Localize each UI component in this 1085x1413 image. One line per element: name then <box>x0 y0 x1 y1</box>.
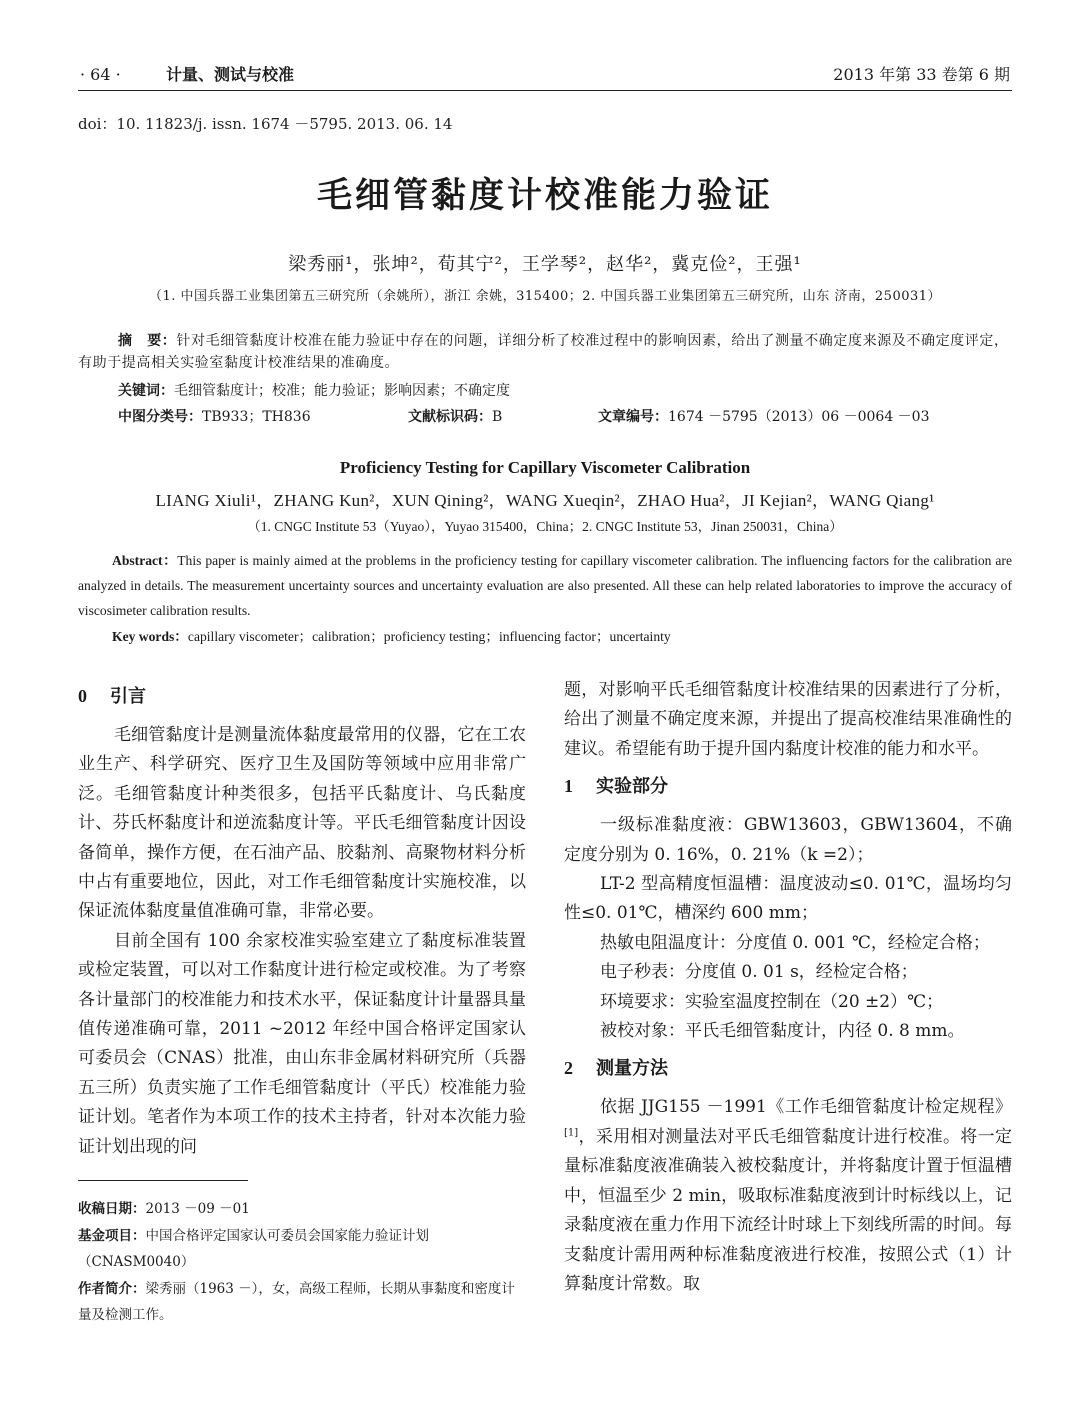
clc-number <box>118 406 311 426</box>
abstract-en-text: This paper is mainly aimed at the problems in the proficiency testing for capillary viscometer calibration. The influencing factors for the calibration are analyzed in details. The measurement uncertainty sources and uncertainty evaluation are also presented. All these can help related laboratories to improve the accuracy of viscosimeter calibration results. <box>78 553 1012 618</box>
abstract-cn-label: 摘 要： <box>118 333 177 349</box>
paragraph <box>564 1093 1012 1299</box>
article-number-label: 文章编号： <box>598 409 668 425</box>
section-number: 2 <box>564 1058 573 1079</box>
reference-citation[interactable]: [1] <box>564 1127 579 1139</box>
section-title: 引言 <box>110 686 146 707</box>
keywords-cn-text: 毛细管黏度计；校准；能力验证；影响因素；不确定度 <box>174 383 510 399</box>
doc-code-value: B <box>492 409 503 425</box>
clc-label: 中图分类号： <box>118 409 202 425</box>
body-column-left <box>78 676 526 1162</box>
paragraph: 目前全国有 100 余家校准实验室建立了黏度标准装置或检定装置，可以对工作黏度计进行检定或校准。为了考察各计量部门的校准能力和技术水平，保证黏度计计量器具量值传递准确可靠，2011 ~2012 年经中国合格评定国家认可委员会（CNAS）批准，由山东非金属材料研究所（兵器五三所）负责实施了工作毛细管黏度计（平氏）校准能力验证计划。笔者作为本项工作的技术主持者，针对本次能力验证计划出现的问 <box>78 930 526 1157</box>
affiliation-en: （1. CNGC Institute 53（Yuyao），Yuyao 315400，China；2. CNGC Institute 53，Jinan 250031，China） <box>247 519 843 534</box>
affiliation-cn: （1. 中国兵器工业集团第五三研究所（余姚所），浙江 余姚，315400；2. 中国兵器工业集团第五三研究所，山东 济南，250031） <box>148 289 942 304</box>
equipment-item: 环境要求：实验室温度控制在（20 ±2）℃； <box>600 991 944 1012</box>
section-number: 0 <box>78 686 87 706</box>
document-code <box>408 406 502 426</box>
section-heading-0 <box>78 682 526 711</box>
section-heading-1 <box>564 772 1012 801</box>
page-number: · 64 · <box>80 65 121 84</box>
section-heading-2 <box>564 1054 1012 1083</box>
bio-value: 梁秀丽（1963 －），女，高级工程师，长期从事黏度和密度计量及检测工作。 <box>78 1280 515 1323</box>
section-number: 1 <box>564 776 573 797</box>
paragraph: 题，对影响平氏毛细管黏度计校准结果的因素进行了分析，给出了测量不确定度来源，并提出了提高校准结果准确性的建议。希望能有助于提升国内黏度计校准的能力和水平。 <box>564 680 1012 759</box>
received-date <box>78 1196 526 1223</box>
journal-page <box>78 0 1012 1413</box>
journal-section: 计量、测试与校准 <box>166 65 295 84</box>
paper-title-cn: 毛细管黏度计校准能力验证 <box>316 176 773 216</box>
body-column-right <box>564 676 1012 1299</box>
issue-info: 2013 年第 33 卷第 6 期 <box>833 65 1010 84</box>
method-text-cont: ，采用相对测量法对平氏毛细管黏度计进行校准。将一定量标准黏度液准确装入被校黏度计，并将黏度计置于恒温槽中，恒温至少 2 min，吸取标准黏度液到计时标线以上，记录黏度液在重力作用下流经计时球上下刻线所需的时间。每支黏度计需用两种标准黏度液进行校准，按照公式（1）计算黏度计常数。取 <box>564 1126 1012 1294</box>
keywords-en-label: Key words： <box>112 629 188 644</box>
received-value: 2013 －09 －01 <box>145 1201 250 1217</box>
method-text: 依据 JJG155 －1991《工作毛细管黏度计检定规程》 <box>600 1097 1012 1118</box>
footnotes <box>78 1196 526 1329</box>
keywords-cn-label: 关键词： <box>118 383 174 399</box>
running-head <box>78 62 1012 91</box>
authors-cn: 梁秀丽¹，张坤²，荀其宁²，王学琴²，赵华²，冀克俭²，王强¹ <box>288 254 802 275</box>
paragraph: 毛细管黏度计是测量流体黏度最常用的仪器，它在工农业生产、科学研究、医疗卫生及国防等领域中应用非常广泛。毛细管黏度计种类很多，包括平氏黏度计、乌氏黏度计、芬氏杯黏度计和逆流黏度计等。平氏毛细管黏度计因设备简单，操作方便，在石油产品、胶黏剂、高聚物材料分析中占有重要地位，因此，对工作毛细管黏度计实施校准，以保证流体黏度量值准确可靠，非常必要。 <box>78 725 526 922</box>
abstract-cn-text: 针对毛细管黏度计校准在能力验证中存在的问题，详细分析了校准过程中的影响因素，给出了测量不确定度来源及不确定度评定，有助于提高相关实验室黏度计校准结果的准确度。 <box>78 333 1009 371</box>
keywords-en <box>112 625 671 645</box>
fund-label: 基金项目： <box>78 1227 146 1244</box>
received-label: 收稿日期： <box>78 1201 146 1217</box>
bio-label: 作者简介： <box>78 1280 146 1297</box>
abstract-en <box>78 548 1012 623</box>
equipment-item: 热敏电阻温度计：分度值 0. 001 ℃，经检定合格； <box>600 932 990 953</box>
paper-title-en: Proficiency Testing for Capillary Viscometer Calibration <box>339 458 751 477</box>
doc-code-label: 文献标识码： <box>408 409 492 425</box>
authors-en: LIANG Xiuli¹，ZHANG Kun²，XUN Qining²，WANG Xueqin²，ZHAO Hua²，JI Kejian²，WANG Qiang¹ <box>155 491 935 510</box>
section-title: 测量方法 <box>596 1058 668 1080</box>
section-title: 实验部分 <box>596 776 668 798</box>
equipment-item: 一级标准黏度液：GBW13603，GBW13604，不确定度分别为 0. 16%，0. 21%（k =2）； <box>564 815 1012 865</box>
author-bio <box>78 1276 526 1329</box>
fund-value: 中国合格评定国家认可委员会国家能力验证计划（CNASM0040） <box>78 1227 429 1270</box>
abstract-en-label: Abstract： <box>112 553 178 568</box>
article-number-value: 1674 －5795（2013）06 －0064 －03 <box>668 409 930 425</box>
clc-value: TB933；TH836 <box>202 409 311 425</box>
fund-info <box>78 1223 526 1276</box>
equipment-item: 被校对象：平氏毛细管黏度计，内径 0. 8 mm。 <box>600 1021 965 1042</box>
keywords-en-text: capillary viscometer；calibration；proficiency testing；influencing factor；uncertainty <box>187 629 671 644</box>
abstract-cn <box>78 330 1012 374</box>
doi[interactable]: doi：10. 11823/j. issn. 1674 －5795. 2013. 06. 14 <box>78 115 453 133</box>
footnote-divider <box>78 1180 248 1181</box>
equipment-item: LT-2 型高精度恒温槽：温度波动≤0. 01℃，温场均匀性≤0. 01℃，槽深约 600 mm； <box>564 874 1012 924</box>
article-number <box>598 406 930 426</box>
equipment-item: 电子秒表：分度值 0. 01 s，经检定合格； <box>600 962 918 983</box>
keywords-cn <box>118 380 510 400</box>
